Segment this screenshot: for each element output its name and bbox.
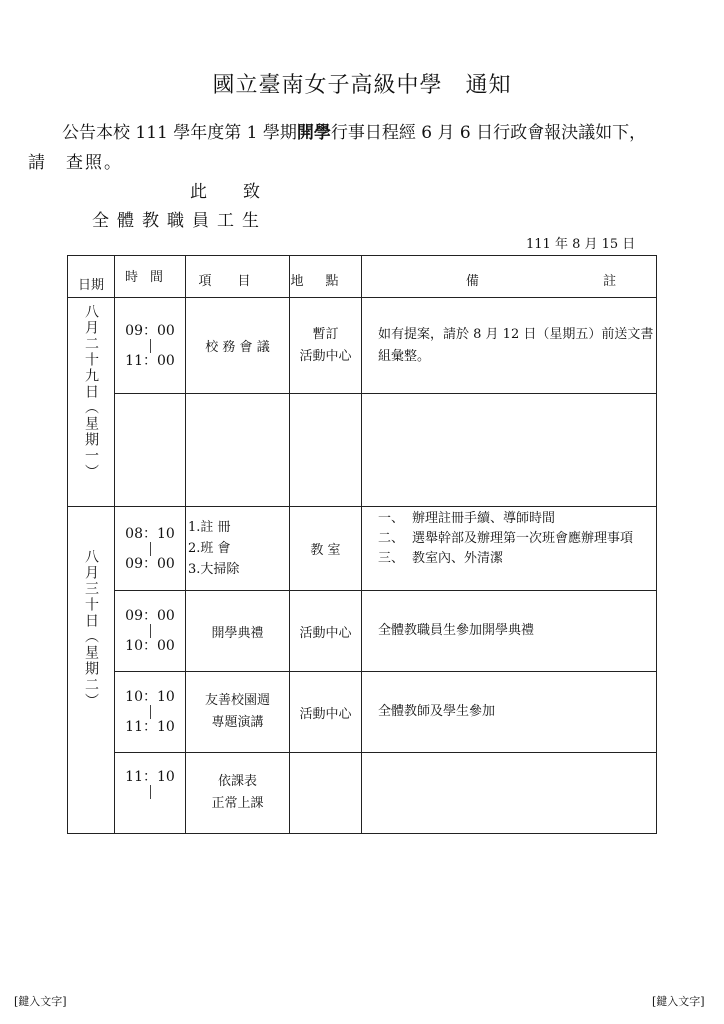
table-row — [68, 298, 657, 394]
empty-cell — [362, 394, 657, 507]
empty-cell — [290, 753, 362, 834]
header-remark — [362, 256, 657, 298]
empty-cell — [115, 394, 186, 507]
time-separator — [150, 339, 151, 353]
list-item: 3.大掃除 — [188, 562, 240, 577]
item-line2: 專題演講 — [211, 715, 264, 730]
item-line2: 正常上課 — [211, 796, 264, 811]
time-end: 11：10 — [125, 719, 175, 735]
time-end: 10：00 — [125, 638, 175, 654]
location-cell — [290, 298, 362, 394]
location-line2: 活動中心 — [299, 348, 352, 364]
time-cell — [115, 298, 186, 394]
time-separator — [150, 542, 151, 556]
item-line1: 友善校園週 — [204, 693, 270, 708]
empty-cell — [186, 394, 290, 507]
list-text: 選舉幹部及辦理第一次班會應辦理事項 — [412, 531, 634, 546]
notice-text-line2: 請 查照。 — [28, 153, 123, 173]
table-row — [68, 591, 657, 672]
item-cell — [186, 507, 290, 591]
list-text: 辦理註冊手續、導師時間 — [412, 511, 556, 526]
document-date: 111 年 8 月 15 日 — [526, 237, 636, 252]
header-date: 日期 — [68, 256, 115, 298]
notice-text-before: 公告本校 111 學年度第 1 學期 — [62, 123, 297, 143]
schedule-table — [67, 255, 657, 834]
header-time: 時間 — [115, 256, 186, 298]
date-cell-day1 — [68, 298, 115, 507]
location-cell: 教 室 — [290, 507, 362, 591]
table-row — [68, 507, 657, 591]
table-row — [68, 672, 657, 753]
time-cell — [115, 753, 186, 834]
remark-cell: 如有提案，請於 8 月 12 日（星期五）前送文書組彙整。 — [362, 298, 657, 394]
footer-left-placeholder: [鍵入文字] — [14, 995, 67, 1008]
list-item: 1.註 冊 — [188, 520, 231, 535]
time-start: 10：10 — [125, 689, 175, 705]
item-cell — [186, 753, 290, 834]
list-number: 一、 — [378, 511, 405, 526]
time-separator — [150, 785, 151, 799]
notice-text-bold: 開學 — [296, 123, 331, 143]
remark-cell: 全體教師及學生參加 — [362, 672, 657, 753]
item-cell — [186, 672, 290, 753]
recipients: 全體教職員工生 — [92, 211, 267, 231]
notice-text-line1 — [62, 118, 646, 143]
header-remark-left: 備 — [465, 274, 479, 289]
item-cell: 校 務 會 議 — [186, 298, 290, 394]
time-cell — [115, 672, 186, 753]
time-start: 08：10 — [125, 525, 175, 542]
list-item: 2.班 會 — [188, 541, 231, 556]
empty-cell — [290, 394, 362, 507]
time-start: 11：10 — [125, 769, 175, 785]
date-day2: 八月三十日（星期二） — [83, 549, 99, 709]
table-row — [68, 753, 657, 834]
notice-text-after: 行事日程經 6 月 6 日行政會報決議如下， — [330, 123, 647, 143]
item-cell: 開學典禮 — [186, 591, 290, 672]
time-cell — [115, 591, 186, 672]
salutation: 此致 — [190, 182, 296, 202]
empty-cell — [362, 753, 657, 834]
time-separator — [150, 624, 151, 638]
item-line1: 依課表 — [217, 774, 257, 789]
time-start: 09：00 — [125, 322, 175, 339]
table-header-row — [68, 256, 657, 298]
location-cell: 活動中心 — [290, 672, 362, 753]
list-item — [378, 509, 656, 529]
time-end: 09：00 — [125, 555, 175, 572]
list-item — [378, 529, 656, 549]
time-end: 11：00 — [125, 352, 175, 369]
remark-cell — [362, 507, 657, 591]
list-text: 教室內、外清潔 — [412, 551, 504, 566]
list-number: 三、 — [378, 551, 405, 566]
date-cell-day2 — [68, 507, 115, 834]
date-day1: 八月二十九日（星期一） — [83, 304, 99, 480]
document-title: 國立臺南女子高級中學 通知 — [212, 73, 512, 98]
header-remark-right: 註 — [603, 274, 617, 289]
list-number: 二、 — [378, 531, 405, 546]
table-row-empty — [68, 394, 657, 507]
list-item — [378, 549, 656, 569]
header-location: 地點 — [290, 256, 362, 298]
time-cell — [115, 507, 186, 591]
location-line1: 暫訂 — [312, 326, 339, 342]
footer-right-placeholder: [鍵入文字] — [652, 995, 705, 1008]
time-separator — [150, 705, 151, 719]
time-start: 09：00 — [125, 608, 175, 624]
header-item: 項目 — [186, 256, 290, 298]
location-cell: 活動中心 — [290, 591, 362, 672]
remark-cell: 全體教職員生參加開學典禮 — [362, 591, 657, 672]
